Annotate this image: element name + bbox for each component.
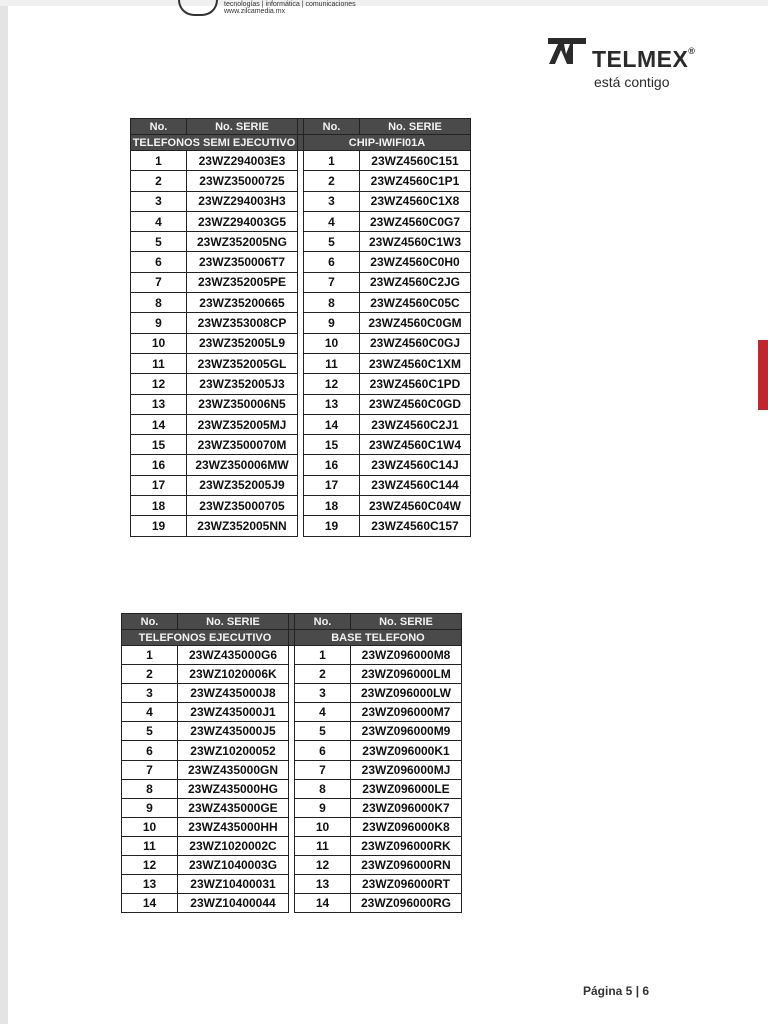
serial-number: 23WZ096000RK [351,836,462,855]
page-number: Página 5 | 6 [583,984,650,998]
table-row [122,856,462,875]
row-number: 11 [304,353,360,373]
row-number: 19 [304,516,360,536]
serial-number: 23WZ35200665 [187,293,298,313]
serial-number: 23WZ4560C1P1 [360,171,471,191]
row-number: 12 [304,374,360,394]
serial-number: 23WZ352005GL [187,353,298,373]
serial-number: 23WZ096000LW [351,684,462,703]
serial-number: 23WZ435000J5 [178,722,289,741]
serial-number: 23WZ1020002C [178,836,289,855]
serial-number: 23WZ294003G5 [187,211,298,231]
table-row [131,414,471,434]
row-number: 2 [304,171,360,191]
row-number: 1 [122,646,178,665]
brand-tagline: está contigo [594,74,670,90]
row-number: 2 [122,665,178,684]
row-number: 7 [304,272,360,292]
serial-number: 23WZ4560C0GJ [360,333,471,353]
row-number: 6 [131,252,187,272]
serial-number: 23WZ294003E3 [187,151,298,171]
row-number: 14 [295,894,351,913]
row-number: 16 [304,455,360,475]
serial-number: 23WZ096000K8 [351,817,462,836]
serial-number: 23WZ4560C2JG [360,272,471,292]
serial-number: 23WZ096000M9 [351,722,462,741]
serial-number: 23WZ435000HH [178,817,289,836]
table-row [122,722,462,741]
table-row [131,191,471,211]
table-row [131,293,471,313]
row-number: 10 [304,333,360,353]
row-number: 9 [122,798,178,817]
serial-number: 23WZ096000MJ [351,760,462,779]
partner-website: www.zilcamedia.mx [224,8,286,15]
serial-number: 23WZ4560C05C [360,293,471,313]
serial-number: 23WZ4560C144 [360,475,471,495]
row-number: 3 [122,684,178,703]
row-number: 9 [295,798,351,817]
row-number: 11 [131,353,187,373]
serial-number: 23WZ435000GN [178,760,289,779]
table-row [122,798,462,817]
serial-number: 23WZ096000RG [351,894,462,913]
row-number: 1 [295,646,351,665]
row-number: 4 [295,703,351,722]
serial-number: 23WZ352005L9 [187,333,298,353]
table-row [122,836,462,855]
serial-number: 23WZ435000G6 [178,646,289,665]
row-number: 10 [122,817,178,836]
col-header-serie: No. SERIE [187,119,298,135]
row-number: 19 [131,516,187,536]
table-row [131,394,471,414]
col-header-no: No. [295,614,351,630]
table-row [131,374,471,394]
serial-number: 23WZ4560C1W4 [360,435,471,455]
col-header-serie: No. SERIE [351,614,462,630]
serial-number: 23WZ35000725 [187,171,298,191]
serial-number: 23WZ435000GE [178,798,289,817]
table-row [131,435,471,455]
row-number: 12 [122,856,178,875]
row-number: 13 [295,875,351,894]
row-number: 9 [304,313,360,333]
table-row [131,333,471,353]
partner-logo-icon [178,0,218,16]
photo-edge-top [0,0,768,6]
table-row [122,703,462,722]
serial-number: 23WZ096000RN [351,856,462,875]
section-title: TELEFONOS EJECUTIVO [122,630,289,646]
row-number: 18 [131,496,187,516]
row-number: 2 [131,171,187,191]
serial-number: 23WZ4560C157 [360,516,471,536]
table-row [131,232,471,252]
serial-number: 23WZ294003H3 [187,191,298,211]
serial-number: 23WZ3500070M [187,435,298,455]
row-number: 6 [122,741,178,760]
serial-number: 23WZ352005NN [187,516,298,536]
row-number: 8 [131,293,187,313]
row-number: 12 [295,856,351,875]
telmex-logo [546,36,706,96]
serial-number: 23WZ096000K7 [351,798,462,817]
serial-number: 23WZ096000LE [351,779,462,798]
row-number: 4 [131,211,187,231]
row-number: 14 [304,414,360,434]
row-number: 8 [304,293,360,313]
col-header-serie: No. SERIE [178,614,289,630]
serial-number: 23WZ352005MJ [187,414,298,434]
serial-number: 23WZ350006N5 [187,394,298,414]
section-title: BASE TELEFONO [295,630,462,646]
table-row [131,516,471,536]
table-row [131,353,471,373]
table-row [122,875,462,894]
table-row [122,665,462,684]
partner-logo [178,0,356,16]
row-number: 8 [295,779,351,798]
table-body [122,646,462,913]
serial-number: 23WZ352005J3 [187,374,298,394]
table-row [122,817,462,836]
table-row [131,313,471,333]
serial-number: 23WZ096000M8 [351,646,462,665]
row-number: 5 [304,232,360,252]
row-number: 12 [131,374,187,394]
row-number: 4 [304,211,360,231]
row-number: 17 [304,475,360,495]
col-header-no: No. [304,119,360,135]
row-number: 17 [131,475,187,495]
serial-number: 23WZ4560C0G7 [360,211,471,231]
serial-number: 23WZ096000M7 [351,703,462,722]
serial-number: 23WZ4560C151 [360,151,471,171]
serial-number: 23WZ4560C0H0 [360,252,471,272]
partner-tagline: tecnologías | informática | comunicaciones [224,1,356,8]
table-row [122,646,462,665]
row-number: 13 [131,394,187,414]
row-number: 14 [131,414,187,434]
serial-number: 23WZ435000J1 [178,703,289,722]
row-number: 5 [295,722,351,741]
table-row [131,252,471,272]
row-number: 5 [122,722,178,741]
brand-name: TELMEX® [592,46,696,72]
col-header-serie: No. SERIE [360,119,471,135]
serial-number: 23WZ353008CP [187,313,298,333]
row-number: 2 [295,665,351,684]
table-row [122,684,462,703]
serial-number: 23WZ10400044 [178,894,289,913]
row-number: 5 [131,232,187,252]
table-row [122,760,462,779]
row-number: 11 [295,836,351,855]
table-row [131,475,471,495]
row-number: 7 [295,760,351,779]
table-row [131,496,471,516]
row-number: 14 [122,894,178,913]
row-number: 4 [122,703,178,722]
serial-number: 23WZ4560C1W3 [360,232,471,252]
row-number: 8 [122,779,178,798]
row-number: 7 [131,272,187,292]
serial-number: 23WZ350006MW [187,455,298,475]
serial-number: 23WZ096000K1 [351,741,462,760]
table-row [131,171,471,191]
row-number: 18 [304,496,360,516]
serial-number: 23WZ4560C1XM [360,353,471,373]
serial-number: 23WZ4560C1X8 [360,191,471,211]
table-title-row [131,135,471,151]
serial-number: 23WZ435000J8 [178,684,289,703]
partner-text [224,0,356,15]
serial-number: 23WZ352005NG [187,232,298,252]
table-row [131,455,471,475]
row-number: 11 [122,836,178,855]
background-red-strip [758,340,768,410]
serial-number: 23WZ096000LM [351,665,462,684]
section-title: TELEFONOS SEMI EJECUTIVO [131,135,298,151]
row-number: 10 [131,333,187,353]
serial-number: 23WZ4560C2J1 [360,414,471,434]
table-row [122,779,462,798]
registered-mark: ® [688,46,696,56]
serial-number: 23WZ350006T7 [187,252,298,272]
row-number: 1 [131,151,187,171]
table-ejecutivo-base [121,613,462,913]
serial-number: 23WZ4560C1PD [360,374,471,394]
row-number: 15 [131,435,187,455]
row-number: 6 [304,252,360,272]
row-number: 16 [131,455,187,475]
table-title-row [122,630,462,646]
col-header-no: No. [122,614,178,630]
serial-number: 23WZ4560C14J [360,455,471,475]
row-number: 7 [122,760,178,779]
serial-number: 23WZ35000705 [187,496,298,516]
row-number: 13 [304,394,360,414]
row-number: 13 [122,875,178,894]
serial-number: 23WZ4560C0GD [360,394,471,414]
serial-number: 23WZ4560C0GM [360,313,471,333]
row-number: 9 [131,313,187,333]
row-number: 3 [131,191,187,211]
row-number: 3 [304,191,360,211]
table-body [131,151,471,537]
serial-number: 23WZ096000RT [351,875,462,894]
row-number: 15 [304,435,360,455]
table-row [131,151,471,171]
section-title: CHIP-IWIFI01A [304,135,471,151]
serial-number: 23WZ10400031 [178,875,289,894]
table-row [131,211,471,231]
serial-number: 23WZ435000HG [178,779,289,798]
table-header-row [122,614,462,630]
row-number: 10 [295,817,351,836]
serial-number: 23WZ352005PE [187,272,298,292]
serial-number: 23WZ10200052 [178,741,289,760]
photo-edge-left [0,0,8,1024]
table-row [122,741,462,760]
row-number: 6 [295,741,351,760]
row-number: 3 [295,684,351,703]
serial-number: 23WZ352005J9 [187,475,298,495]
table-header-row [131,119,471,135]
table-semi-ejecutivo-chip [130,118,471,537]
row-number: 1 [304,151,360,171]
serial-number: 23WZ1040003G [178,856,289,875]
serial-number: 23WZ1020006K [178,665,289,684]
serial-number: 23WZ4560C04W [360,496,471,516]
table-row [131,272,471,292]
col-header-no: No. [131,119,187,135]
table-row [122,894,462,913]
telmex-mark-icon [546,36,588,66]
